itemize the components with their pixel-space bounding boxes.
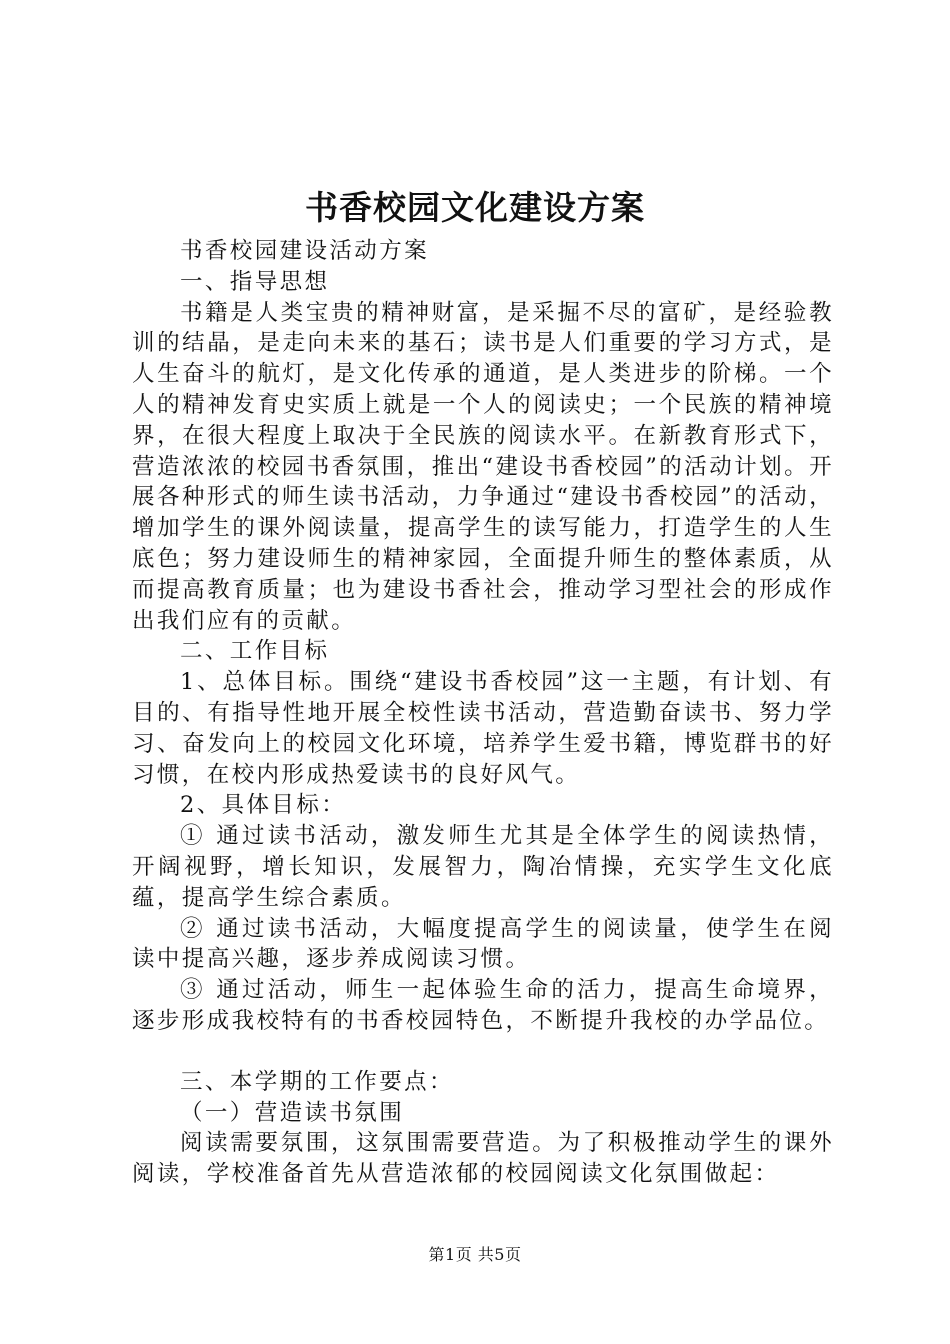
- paragraph-overall-goal: 1、总体目标。围绕“建设书香校园”这一主题，有计划、有目的、有指导性地开展全校性读书活动，营造勤奋读书、努力学习、奋发向上的校园文化环境，培养学生爱书籍，博览群书的好习惯，在校内形成热爱读书的良好风气。: [132, 669, 834, 788]
- paragraph-subtitle: 书香校园建设活动方案: [180, 238, 430, 264]
- list-item-goal-1: ① 通过读书活动，激发师生尤其是全体学生的阅读热情，开阔视野，增长知识，发展智力，陶冶情操，充实学生文化底蕴，提高学生综合素质。: [132, 823, 834, 911]
- list-item-goal-2: ② 通过读书活动，大幅度提高学生的阅读量，使学生在阅读中提高兴趣，逐步养成阅读习惯。: [132, 915, 834, 973]
- paragraph-guiding-ideology: 书籍是人类宝贵的精神财富，是采掘不尽的富矿，是经验教训的结晶，是走向未来的基石；读书是人们重要的学习方式，是人生奋斗的航灯，是文化传承的通道，是人类进步的阶梯。一个人的精神发育史实质上就是一个人的阅读史；一个民族的精神境界，在很大程度上取决于全民族的阅读水平。在新教育形式下，营造浓浓的校园书香氛围，推出“建设书香校园”的活动计划。开展各种形式的师生读书活动，力争通过“建设书香校园”的活动，增加学生的课外阅读量，提高学生的读写能力，打造学生的人生底色；努力建设师生的精神家园，全面提升师生的整体素质，从而提高教育质量；也为建设书香社会，推动学习型社会的形成作出我们应有的贡献。: [132, 299, 834, 634]
- list-item-goal-3: ③ 通过活动，师生一起体验生命的活力，提高生命境界，逐步形成我校特有的书香校园特色，不断提升我校的办学品位。: [132, 977, 834, 1034]
- document-title: 书香校园文化建设方案: [305, 188, 645, 227]
- heading-specific-goals: 2、具体目标：: [180, 792, 347, 819]
- heading-guiding-ideology: 一、指导思想: [180, 268, 330, 295]
- document-body: [132, 236, 834, 1190]
- heading-semester-key-points: 三、本学期的工作要点：: [180, 1068, 454, 1095]
- heading-work-goals: 二、工作目标: [180, 638, 330, 665]
- page-footer: 第1页 共5页: [428, 1245, 522, 1264]
- paragraph-reading-atmosphere: 阅读需要氛围，这氛围需要营造。为了积极推动学生的课外阅读，学校准备首先从营造浓郁的校园阅读文化氛围做起：: [132, 1130, 834, 1188]
- heading-reading-atmosphere: （一）营造读书氛围: [180, 1099, 405, 1126]
